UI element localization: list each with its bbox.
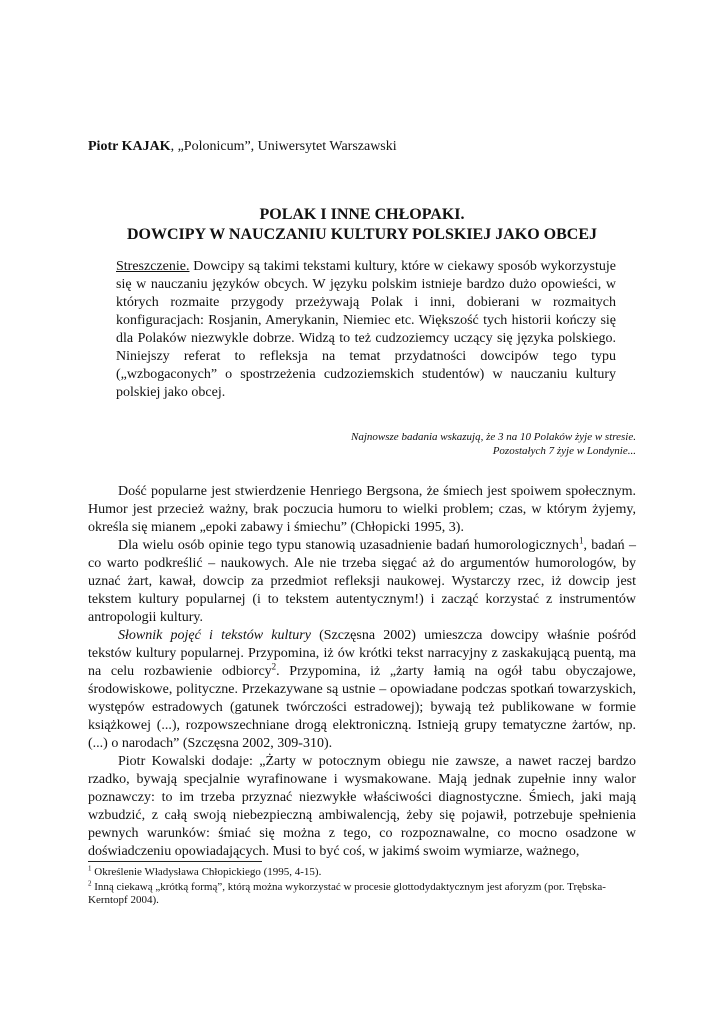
abstract-text: Dowcipy są takimi tekstami kultury, które w ciekawy sposób wykorzystuje się w nauczaniu języków obcych. W języku polskim istnieje bardzo dużo opowieści, w których rozmaite przygody przeżywają Polak i inni, dobierani w rozmaitych konfiguracjach: Rosjanin, Amerykanin, Niemiec etc. Większość tych historii kończy się dla Polaków niezwykle dobrze. Widzą to też cudzoziemcy uczący się języka polskiego. Niniejszy referat to refleksja na temat przydatności dowcipów tego typu („wzbogaconych” o spostrzeżenia cudzoziemskich studentów) w nauczaniu kultury polskiej jako obcej. [116, 259, 616, 400]
abstract [116, 258, 616, 402]
author-affiliation: , „Polonicum”, Uniwersytet Warszawski [170, 139, 397, 154]
footnote-1-number: 1 [88, 864, 92, 873]
epigraph-line-2: Pozostałych 7 żyje w Londynie... [492, 445, 636, 457]
paragraph-2-text-b: , badań – co warto podkreślić – naukowych. Ale nie trzeba sięgać aż do argumentów humorologów, by uznać żart, kawał, dowcip za przedmiot refleksji naukowej. Wystarczy rzec, iż dowcip jest tekstem kultury popularnej (i to tekstem autentycznym!) i zacząć korzystać z instrumentów antropologii kultury. [88, 538, 636, 625]
author-name: Piotr KAJAK [88, 139, 171, 154]
body-text [88, 483, 636, 861]
paragraph-2-text-a: Dla wielu osób opinie tego typu stanowią uzasadnienie badań humorologicznych [118, 538, 579, 553]
epigraph-line-1: Najnowsze badania wskazują, że 3 na 10 Polaków żyje w stresie. [351, 431, 636, 443]
title-line-2: DOWCIPY W NAUCZANIU KULTURY POLSKIEJ JAKO OBCEJ [126, 226, 598, 243]
paragraph-4: Piotr Kowalski dodaje: „Żarty w potocznym obiegu nie zawsze, a nawet raczej bardzo rzadko, bywają specjalnie wyrafinowane i wysmakowane. Mają jednak zupełnie inny walor poznawczy: to im trzeba przyznać niezwykłe właściwości diagnostyczne. Śmiech, jaki mają wzbudzić, z całą swoją niebezpieczną ambiwalencją, żeby się pojawił, potrzebuje spełnienia pewnych warunków: śmiać się można z tego, co rozpoznawalne, co mocno osadzone w doświadczeniu opowiadających. Musi to być coś, w jakimś swoim wymiarze, ważnego, [88, 754, 636, 859]
paragraph-3 [88, 627, 636, 753]
footnote-ref-1[interactable]: 1 [578, 535, 584, 546]
title-line-1: POLAK I INNE CHŁOPAKI. [259, 206, 465, 223]
footnote-2-number: 2 [88, 879, 92, 888]
footnote-ref-2[interactable]: 2 [271, 661, 277, 672]
footnote-1-text: Określenie Władysława Chłopickiego (1995, 4-15). [91, 866, 322, 878]
footnote-2 [88, 881, 636, 907]
paragraph-1: Dość popularne jest stwierdzenie Henriego Bergsona, że śmiech jest spoiwem społecznym. Humor jest przecież ważny, brak poczucia humoru to wielki problem; czas, w którym żyjemy, określa się mianem „epoki zabawy i śmiechu” (Chłopicki 1995, 3). [88, 484, 636, 535]
footnote-divider [88, 861, 262, 862]
paragraph-3-book-title: Słownik pojęć i tekstów kultury [118, 628, 311, 643]
paragraph-3-text-a: (Szczęsna 2002) umieszcza dowcipy właśnie pośród tekstów kultury popularnej. Przypomina, iż ów krótki tekst narracyjny z zaskakującą puentą, ma na celu rozbawienie odbiorcy [88, 628, 636, 679]
author-line [88, 138, 648, 156]
footnotes [88, 866, 636, 909]
paper-title [88, 205, 636, 245]
paragraph-2 [88, 537, 636, 627]
epigraph [300, 430, 636, 458]
footnote-1 [88, 866, 636, 879]
footnote-2-text: Inną ciekawą „krótką formą”, którą można wykorzystać w procesie glottodydaktycznym jest aforyzm (por. Trębska-Kerntopf 2004). [88, 881, 606, 906]
paragraph-3-text-b: . Przypomina, iż „żarty łamią na ogół tabu obyczajowe, środowiskowe, polityczne. Przekazywane są ustnie – opowiadane podczas spotkań towarzyskich, występów estradowych (gatunek twórczości estradowej); bywają też publikowane w formie książkowej (...), rozpowszechniane drogą elektroniczną. Istnieją grupy tematyczne żartów, np. (...) o narodach” (Szczęsna 2002, 309-310). [88, 664, 636, 751]
abstract-label: Streszczenie. [116, 259, 190, 274]
